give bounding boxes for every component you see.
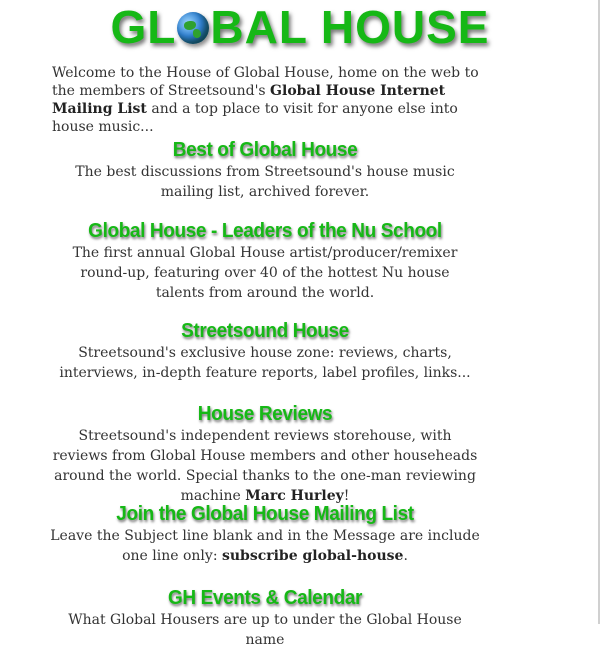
globe-icon: [177, 12, 209, 44]
reviews-text-1: Streetsound's independent reviews storehouse, with reviews from Global House members and other househeads around the world. Special thanks to the one-man reviewing machine: [52, 428, 478, 504]
section-heading: [42, 586, 489, 610]
intro-bold: Global House Internet Mailing List: [52, 83, 446, 117]
reviews-text-2: !: [343, 488, 350, 504]
section-streetsound-house: [30, 319, 500, 383]
join-text-2: .: [403, 548, 408, 564]
section-heading: [42, 138, 489, 162]
streetsound-house-link[interactable]: Streetsound House: [181, 320, 349, 342]
site-logo: [0, 2, 600, 52]
best-of-global-house-link[interactable]: Best of Global House: [172, 139, 358, 161]
gh-events-calendar-link[interactable]: GH Events & Calendar: [167, 587, 363, 609]
intro-text-2: and a top place to visit for anyone else into house music...: [52, 101, 458, 135]
section-leaders: [30, 219, 500, 303]
section-description: [50, 526, 480, 566]
join-mailing-list-link[interactable]: Join the Global House Mailing List: [116, 503, 414, 525]
section-heading: [42, 402, 489, 426]
section-house-reviews: [30, 402, 500, 506]
logo-text-end: BAL HOUSE: [210, 1, 490, 53]
section-description: What Global Housers are up to under the Global House name: [68, 612, 462, 648]
section-description: The first annual Global House artist/producer/remixer round-up, featuring over 40 of the hottest Nu house talents from around the world.: [72, 245, 458, 301]
section-join-list: [30, 502, 500, 566]
intro-text-1: Welcome to the House of Global House, home on the web to the members of Streetsound's: [52, 65, 479, 99]
join-bold-command: subscribe global-house: [221, 548, 404, 564]
section-heading: [42, 502, 489, 526]
section-description: Streetsound's exclusive house zone: reviews, charts, interviews, in-depth feature reports, label profiles, links...: [59, 345, 471, 381]
logo-text-start: GL: [110, 1, 177, 53]
section-best-of: [30, 138, 500, 202]
section-description: [50, 426, 480, 506]
section-heading: [42, 219, 489, 243]
house-reviews-link[interactable]: House Reviews: [197, 403, 333, 425]
intro-paragraph: [52, 64, 492, 136]
section-description: The best discussions from Streetsound's house music mailing list, archived forever.: [75, 164, 455, 200]
join-text-1: Leave the Subject line blank and in the Message are include one line only:: [50, 528, 480, 564]
section-heading: [42, 319, 489, 343]
section-events: [30, 586, 500, 650]
leaders-nu-school-link[interactable]: Global House - Leaders of the Nu School: [88, 220, 442, 242]
reviews-bold-name: Marc Hurley: [245, 488, 344, 504]
